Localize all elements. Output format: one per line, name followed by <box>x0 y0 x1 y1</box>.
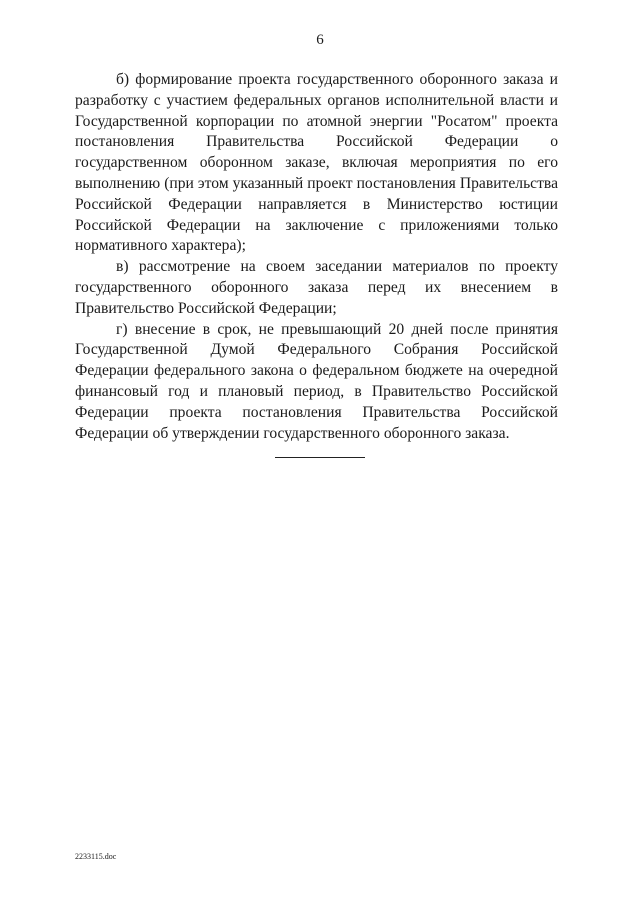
paragraph-g: г) внесение в срок, не превышающий 20 дней после принятия Государственной Думой Федерального Собрания Российской Федерации федерального закона о федеральном бюджете на очередной финансовый год и плановый период, в Правительство Российской Федерации проекта постановления Правительства Российской Федерации об утверждении государственного оборонного заказа. <box>75 320 558 442</box>
end-separator-line <box>275 457 365 458</box>
paragraph-b: б) формирование проекта государственного оборонного заказа и разработку с участием федеральных органов исполнительной власти и Государственной корпорации по атомной энергии "Росатом" проекта постановления Правительства Российской Федерации о государственном оборонном заказе, включая мероприятия по его выполнению (при этом указанный проект постановления Правительства Российской Федерации направляется в Министерство юстиции Российской Федерации на заключение с приложениями только нормативного характера); <box>75 71 558 255</box>
page-number: 6 <box>316 32 324 48</box>
document-file-code: 2233115.doc <box>75 852 117 861</box>
paragraph-v: в) рассмотрение на своем заседании материалов по проекту государственного оборонного заказа перед их внесением в Правительство Российской Федерации; <box>75 258 558 317</box>
document-body <box>75 70 558 444</box>
